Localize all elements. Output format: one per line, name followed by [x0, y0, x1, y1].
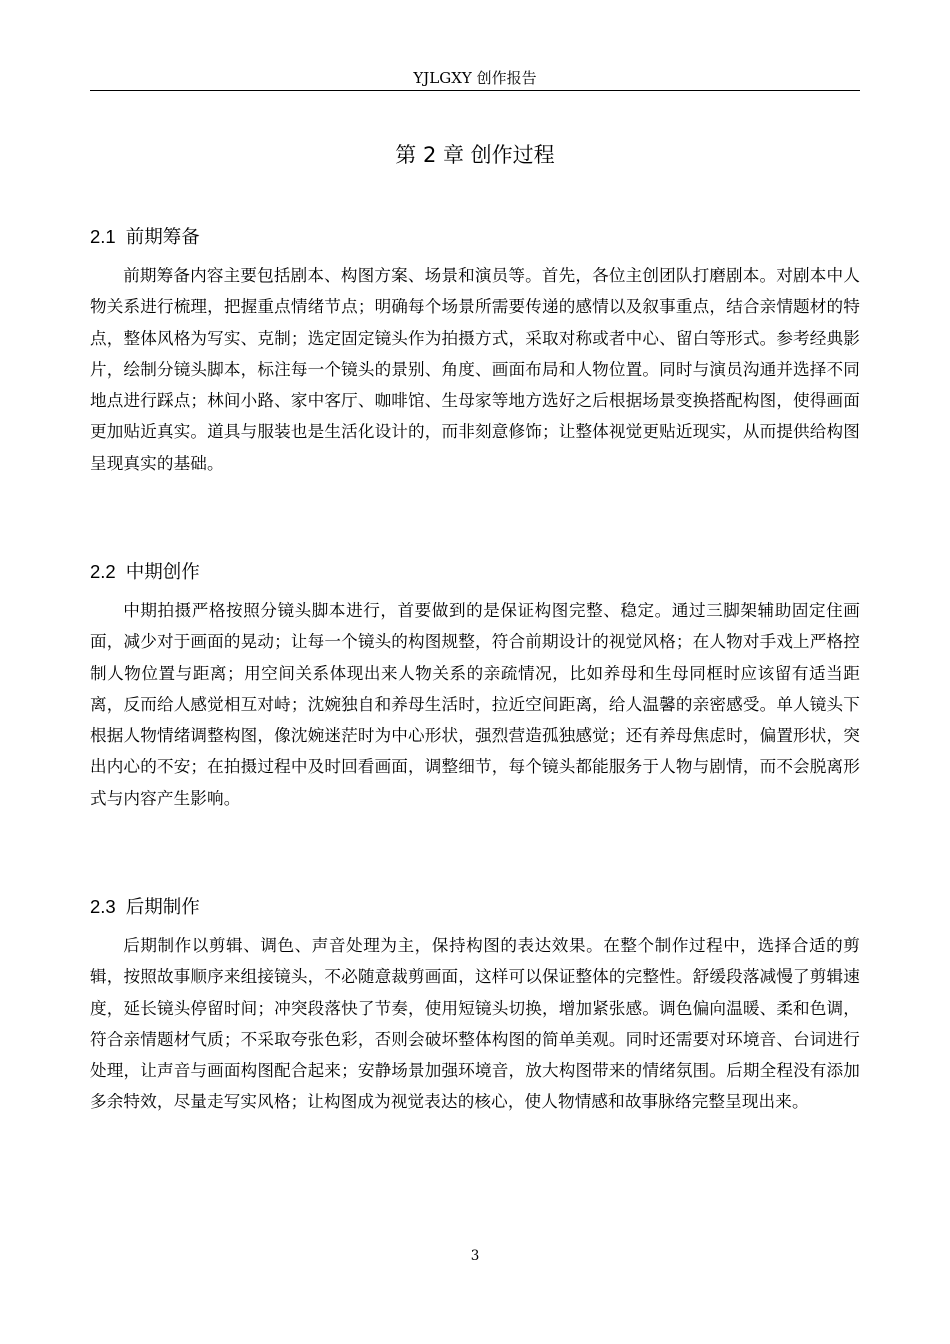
section-paragraph: 中期拍摄严格按照分镜头脚本进行，首要做到的是保证构图完整、稳定。通过三脚架辅助固定住画面，减少对于画面的晃动；让每一个镜头的构图规整，符合前期设计的视觉风格；在人物对手戏上严格控制人物位置与距离；用空间关系体现出来人物关系的亲疏情况，比如养母和生母同框时应该留有适当距离，反而给人感觉相互对峙；沈婉独自和养母生活时，拉近空间距离，给人温馨的亲密感受。单人镜头下根据人物情绪调整构图，像沈婉迷茫时为中心形状，强烈营造孤独感觉；还有养母焦虑时，偏置形状，突出内心的不安；在拍摄过程中及时回看画面，调整细节，每个镜头都能服务于人物与剧情，而不会脱离形式与内容产生影响。 [90, 601, 860, 808]
section-2-3 [90, 892, 860, 1118]
page-number: 3 [470, 1248, 480, 1264]
header-rule [90, 90, 860, 91]
section-heading [90, 557, 860, 587]
section-number: 2.1 [90, 226, 116, 247]
section-heading [90, 222, 860, 252]
section-2-2 [90, 557, 860, 814]
running-header: YJLGXY 创作报告 [413, 69, 537, 87]
section-2-1 [90, 222, 860, 479]
section-heading [90, 892, 860, 922]
section-paragraph: 后期制作以剪辑、调色、声音处理为主，保持构图的表达效果。在整个制作过程中，选择合适的剪辑，按照故事顺序来组接镜头，不必随意裁剪画面，这样可以保证整体的完整性。舒缓段落减慢了剪辑速度，延长镜头停留时间；冲突段落快了节奏，使用短镜头切换，增加紧张感。调色偏向温暖、柔和色调，符合亲情题材气质；不采取夸张色彩，否则会破坏整体构图的简单美观。同时还需要对环境音、台词进行处理，让声音与画面构图配合起来；安静场景加强环境音，放大构图带来的情绪氛围。后期全程没有添加多余特效，尽量走写实风格；让构图成为视觉表达的核心，使人物情感和故事脉络完整呈现出来。 [90, 936, 860, 1112]
section-paragraph: 前期筹备内容主要包括剧本、构图方案、场景和演员等。首先，各位主创团队打磨剧本。对剧本中人物关系进行梳理，把握重点情绪节点；明确每个场景所需要传递的感情以及叙事重点，结合亲情题材的特点，整体风格为写实、克制；选定固定镜头作为拍摄方式，采取对称或者中心、留白等形式。参考经典影片，绘制分镜头脚本，标注每一个镜头的景别、角度、画面布局和人物位置。同时与演员沟通并选择不同地点进行踩点；林间小路、家中客厅、咖啡馆、生母家等地方选好之后根据场景变换搭配构图，使得画面更加贴近真实。道具与服装也是生活化设计的，而非刻意修饰；让整体视觉更贴近现实，从而提供给构图呈现真实的基础。 [90, 266, 860, 473]
section-number: 2.2 [90, 561, 116, 582]
chapter-title: 第 2 章 创作过程 [395, 143, 555, 167]
section-title: 后期制作 [125, 897, 200, 918]
section-title: 前期筹备 [125, 227, 200, 248]
section-title: 中期创作 [125, 562, 200, 583]
section-number: 2.3 [90, 896, 116, 917]
